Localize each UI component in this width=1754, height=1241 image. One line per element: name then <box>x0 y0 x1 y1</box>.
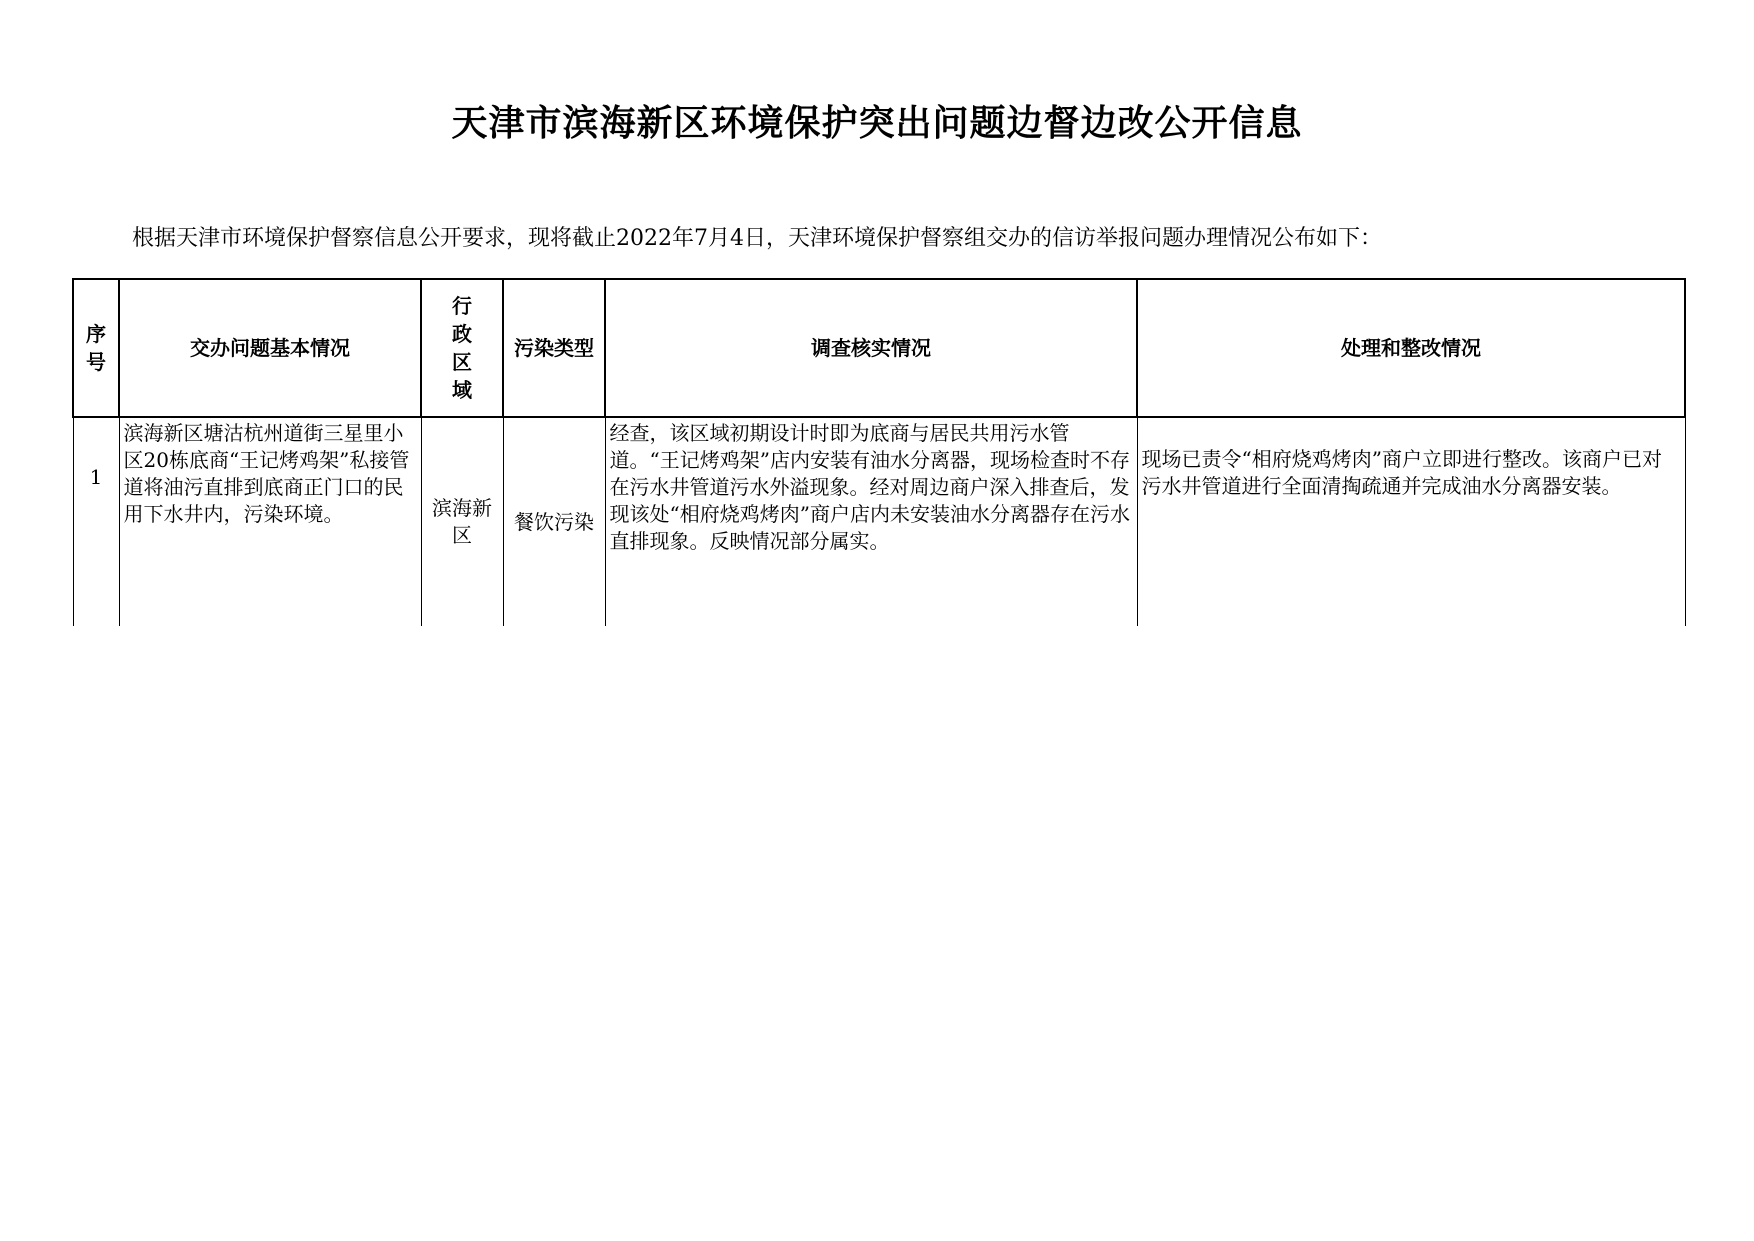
intro-paragraph: 根据天津市环境保护督察信息公开要求，现将截止2022年7月4日，天津环境保护督察组交办的信访举报问题办理情况公布如下： <box>132 226 1382 251</box>
document-title: 天津市滨海新区环境保护突出问题边督边改公开信息 <box>451 103 1303 144</box>
cell-handling: 现场已责令“相府烧鸡烤肉”商户立即进行整改。该商户已对污水井管道进行全面清掏疏通并完成油水分离器安装。 <box>1137 417 1685 626</box>
header-basic: 交办问题基本情况 <box>119 279 421 417</box>
cell-basic: 滨海新区塘沽杭州道街三星里小区20栋底商“王记烤鸡架”私接管道将油污直排到底商正门口的民用下水井内，污染环境。 <box>119 417 421 626</box>
table-header-row <box>73 279 1685 417</box>
header-type: 污染类型 <box>503 279 605 417</box>
report-table <box>72 278 1686 626</box>
header-seq: 序号 <box>73 279 119 417</box>
header-investigation: 调查核实情况 <box>605 279 1137 417</box>
cell-seq: 1 <box>73 417 119 626</box>
table-row <box>73 417 1685 626</box>
header-handling: 处理和整改情况 <box>1137 279 1685 417</box>
cell-investigation: 经查，该区域初期设计时即为底商与居民共用污水管道。“王记烤鸡架”店内安装有油水分离器，现场检查时不存在污水井管道污水外溢现象。经对周边商户深入排查后，发现该处“相府烧鸡烤肉”商户店内未安装油水分离器存在污水直排现象。反映情况部分属实。 <box>605 417 1137 626</box>
header-area: 行政区域 <box>421 279 503 417</box>
cell-area: 滨海新区 <box>421 417 503 626</box>
cell-type: 餐饮污染 <box>503 417 605 626</box>
